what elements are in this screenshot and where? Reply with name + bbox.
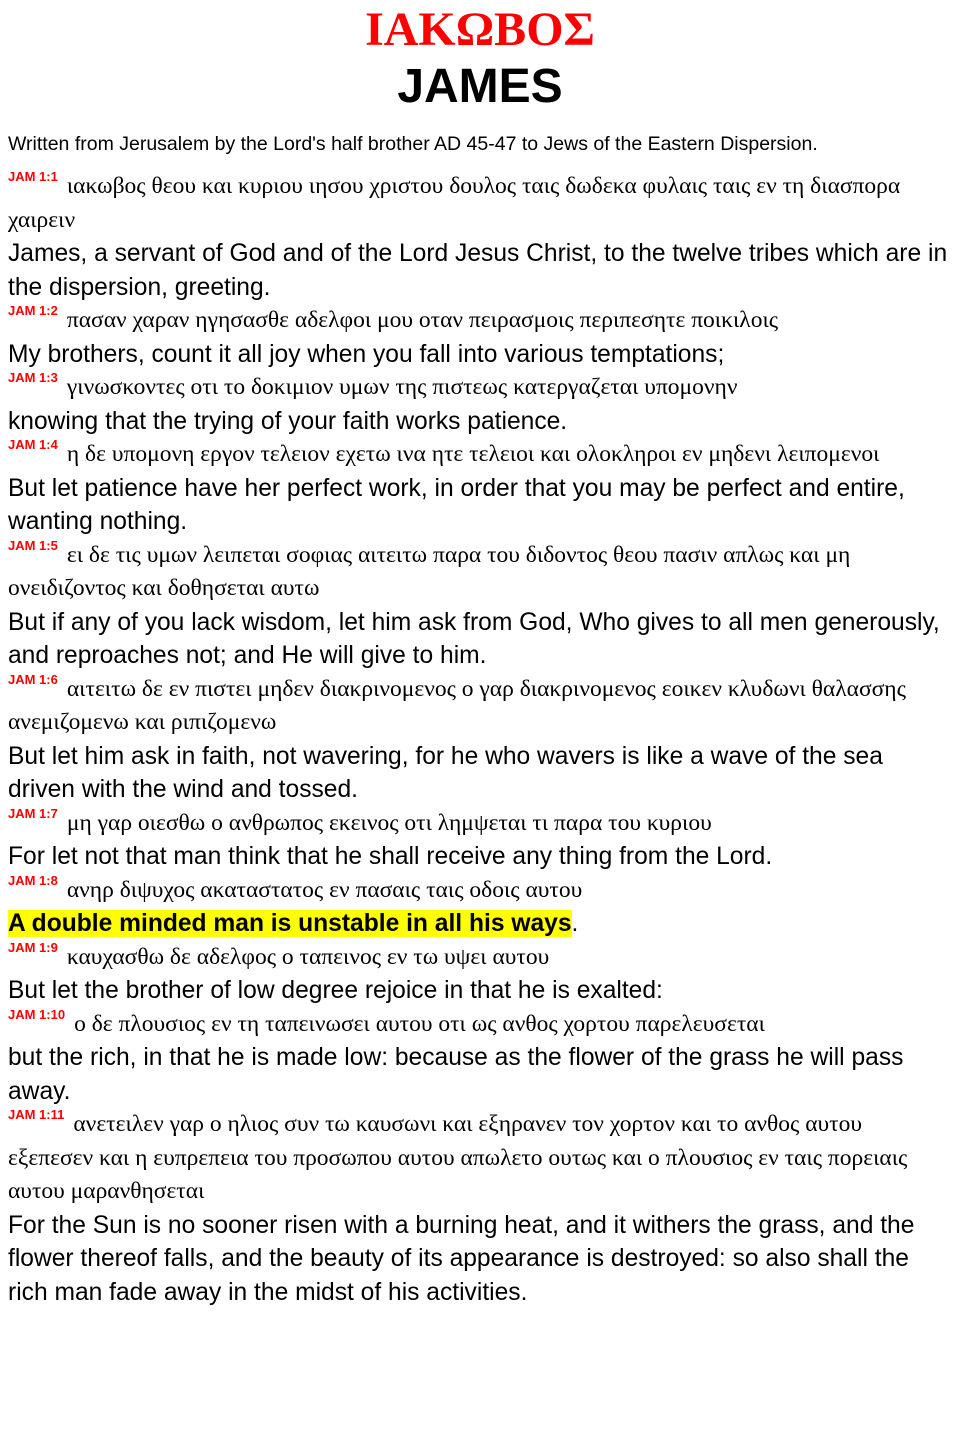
greek-text [8,1008,952,1042]
greek-verse: ει δε τις υμων λειπεται σοφιας αιτειτω παρα του διδοντος θεου πασιν απλως και μη ονειδιζοντος και δοθησεται αυτω [8,541,851,601]
english-verse: For let not that man think that he shall receive any thing from the Lord. [8,843,773,870]
verse-1-11 [8,1108,952,1309]
greek-verse: η δε υπομονη εργον τελειον εχετω ινα ητε τελειοι και ολοκληροι εν μηδενι λειπομενοι [66,441,880,467]
greek-verse: μη γαρ οιεσθω ο ανθρωπος εκεινος οτι λημψεται τι παρα του κυριου [66,809,712,836]
greek-text [8,807,952,841]
greek-verse: ανηρ διψυχος ακαταστατος εν πασαις ταις οδοις αυτου [66,876,583,903]
verse-1-1 [8,170,952,304]
greek-text [8,438,952,472]
english-title: JAMES [397,60,563,113]
english-verse: James, a servant of God and of the Lord Jesus Christ, to the twelve tribes which are in the dispersion, greeting. [8,240,948,301]
greek-title: ΙΑΚΩΒΟΣ [365,3,595,56]
english-verse: But let the brother of low degree rejoice in that he is exalted: [8,977,663,1004]
english-verse [8,907,952,941]
greek-text [8,941,952,975]
english-verse: But let him ask in faith, not wavering, for he who wavers is like a wave of the sea driven with the wind and tossed. [8,742,883,803]
greek-text [8,673,952,740]
verse-reference: JAM 1:8 [8,872,58,888]
english-verse: knowing that the trying of your faith works patience. [8,407,568,435]
greek-text [8,304,952,338]
english-verse: But if any of you lack wisdom, let him ask from God, Who gives to all men generously, and reproaches not; and He will give to him. [8,608,940,669]
verse-reference: JAM 1:10 [8,1006,66,1022]
greek-text [8,371,952,405]
verse-reference: JAM 1:2 [8,303,58,318]
verse-reference: JAM 1:6 [8,671,58,687]
book-introduction: Written from Jerusalem by the Lord's half brother AD 45-47 to Jews of the Eastern Dispersion. [8,133,818,155]
verse-1-3 [8,371,952,438]
verse-1-5 [8,539,952,673]
verse-1-6 [8,673,952,807]
greek-verse: ο δε πλουσιος εν τη ταπεινωσει αυτου οτι ως ανθος χορτου παρελευσεται [74,1010,765,1037]
english-verse: My brothers, count it all joy when you fall into various temptations; [8,340,725,368]
verse-reference: JAM 1:3 [8,370,58,385]
greek-text [8,539,952,606]
verse-1-8 [8,874,952,941]
greek-text [8,1108,952,1209]
verse-reference: JAM 1:4 [8,437,58,452]
greek-verse: ιακωβος θεου και κυριου ιησου χριστου δουλος ταις δωδεκα φυλαις ταις εν τη διασπορα χαιρειν [8,173,901,233]
greek-verse: ανετειλεν γαρ ο ηλιος συν τω καυσωνι και εξηρανεν τον χορτον και το ανθος αυτου εξεπεσεν και η ευπρεπεια του προσωπου αυτου απωλετο ουτως και ο πλουσιος εν ταις πορειαις αυτου μαρανθησεται [8,1111,908,1204]
verse-1-7 [8,807,952,874]
english-verse: But let patience have her perfect work, in order that you may be perfect and entire, wanting nothing. [8,474,905,535]
verse-1-2 [8,304,952,371]
verse-reference: JAM 1:11 [8,1107,65,1122]
english-verse-tail: . [571,910,579,937]
verse-reference: JAM 1:9 [8,939,58,955]
english-verse: but the rich, in that he is made low: because as the flower of the grass he will pass away. [8,1044,904,1105]
verse-1-10 [8,1008,952,1109]
verse-1-4 [8,438,952,539]
highlighted-text: A double minded man is unstable in all his ways [8,910,572,937]
verse-reference: JAM 1:1 [8,169,58,184]
greek-verse: καυχασθω δε αδελφος ο ταπεινος εν τω υψει αυτου [66,943,550,970]
verse-reference: JAM 1:5 [8,537,58,553]
greek-verse: αιτειτω δε εν πιστει μηδεν διακρινομενος ο γαρ διακρινομενος εοικεν κλυδωνι θαλασσης ανεμιζομενω και ριπιζομενω [8,675,906,735]
greek-text [8,170,952,237]
verse-reference: JAM 1:7 [8,805,58,821]
greek-text [8,874,952,908]
greek-verse: γινωσκοντες οτι το δοκιμιον υμων της πιστεως κατεργαζεται υπομονην [66,374,738,400]
english-verse: For the Sun is no sooner risen with a burning heat, and it withers the grass, and the flower thereof falls, and the beauty of its appearance is destroyed: so also shall the rich man fade away in the midst of his activities. [8,1211,915,1306]
greek-verse: πασαν χαραν ηγησασθε αδελφοι μου οταν πειρασμοις περιπεσητε ποικιλοις [66,307,779,333]
verse-list [8,170,952,1309]
verse-1-9 [8,941,952,1008]
